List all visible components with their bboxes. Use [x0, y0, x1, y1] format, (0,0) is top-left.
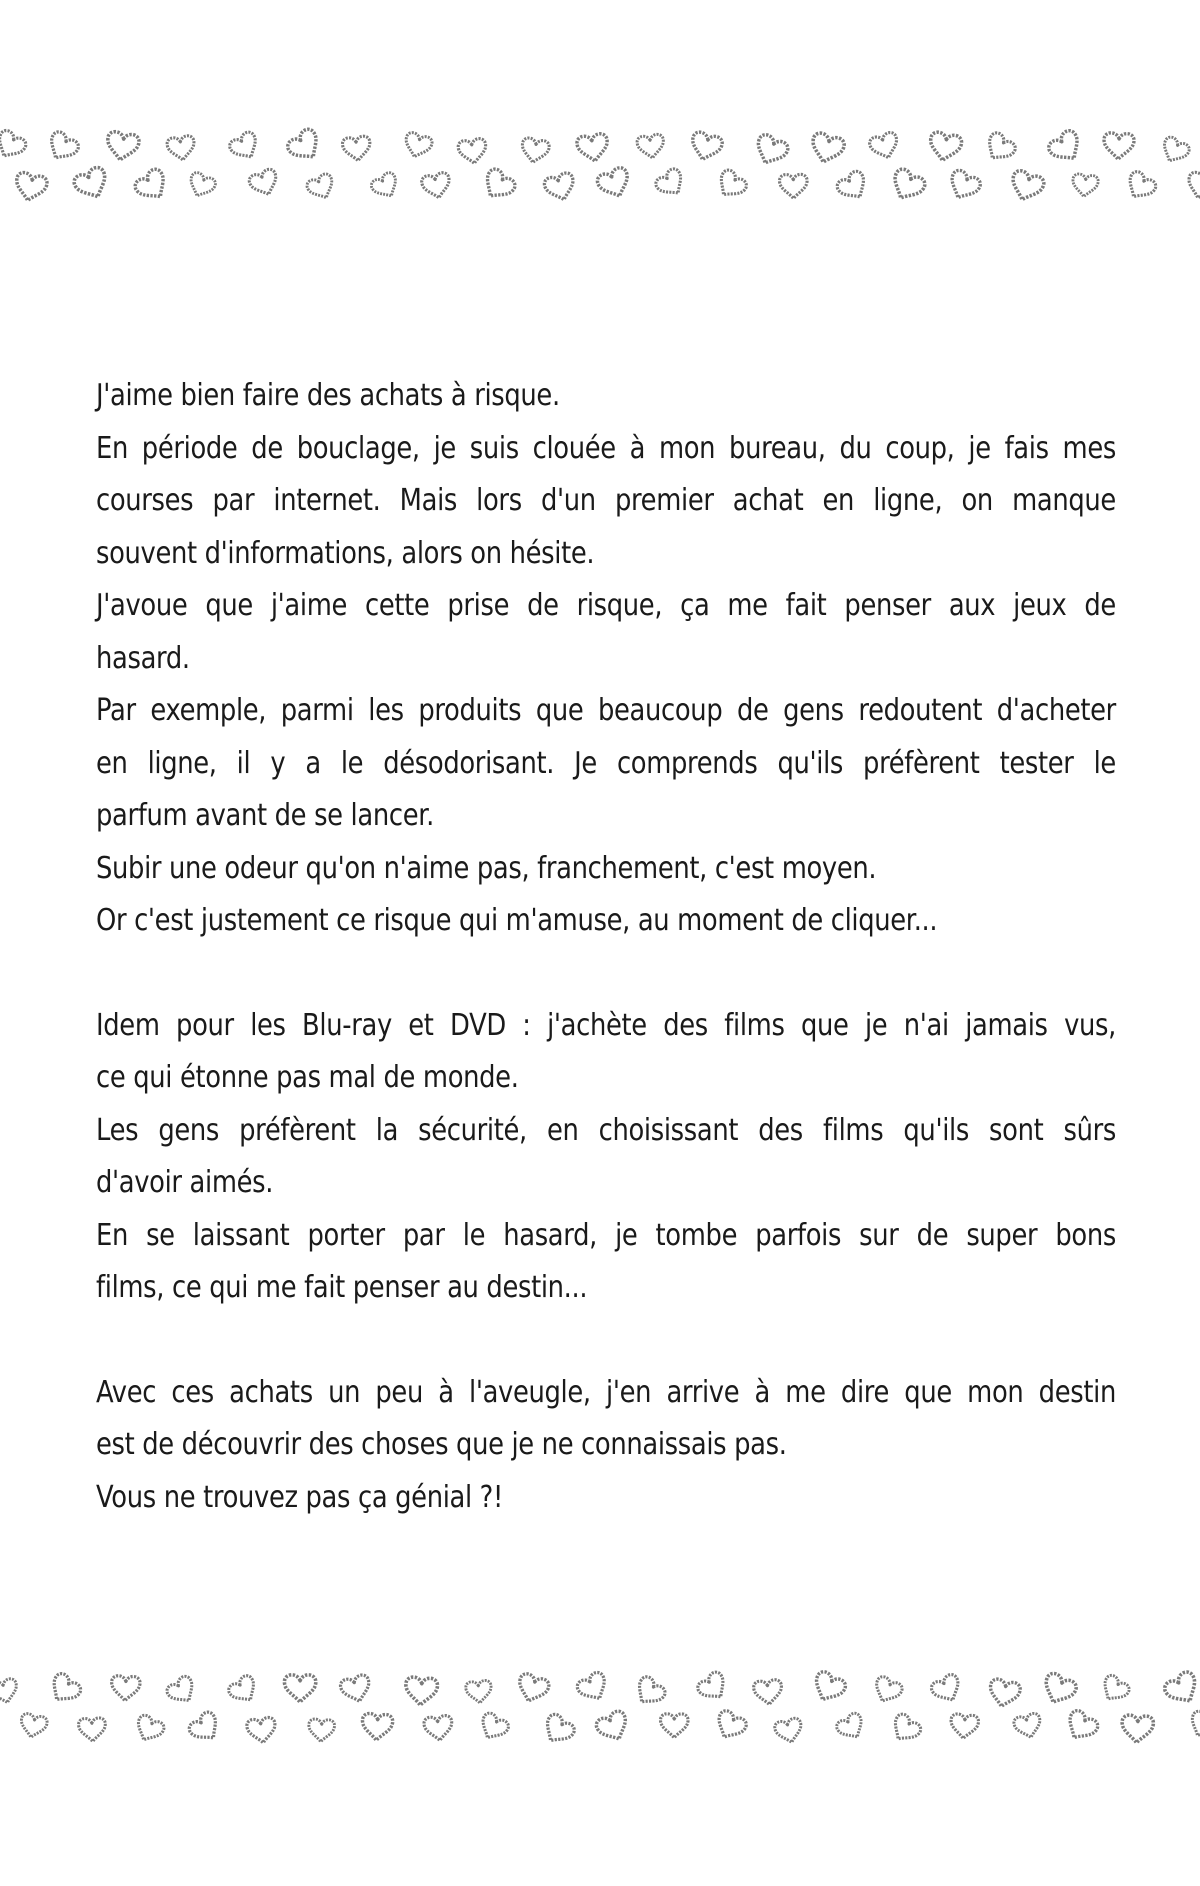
heart-outline-icon — [653, 166, 688, 201]
text-line: hasard. — [96, 640, 190, 676]
heart-outline-icon — [246, 1717, 277, 1745]
heart-outline-icon — [227, 130, 262, 164]
heart-outline-icon — [165, 1674, 200, 1708]
paragraph — [96, 1000, 1116, 1315]
heart-outline-icon — [369, 171, 402, 203]
heart-outline-icon — [868, 131, 901, 162]
heart-outline-icon — [688, 131, 724, 164]
heart-outline-icon — [457, 138, 488, 166]
heart-outline-icon — [631, 1674, 668, 1710]
heart-outline-icon — [132, 167, 172, 206]
heart-outline-icon — [1184, 171, 1200, 202]
heart-outline-icon — [421, 172, 453, 201]
text-line: souvent d'informations, alors on hésite. — [96, 535, 595, 571]
heart-outline-icon — [595, 166, 633, 202]
heart-outline-icon — [0, 1678, 20, 1706]
text-line: ce qui étonne pas mal de monde. — [96, 1060, 519, 1095]
heart-outline-icon — [111, 1675, 141, 1701]
text-line: J'avoue que j'aime cette prise de risque, ça me fait penser aux jeux de — [96, 588, 1116, 623]
heart-outline-icon — [543, 171, 578, 204]
heart-border-bottom — [0, 1660, 1200, 1750]
text-line: Subir une odeur qu'on n'aime pas, franchement, c'est moyen. — [96, 850, 877, 886]
heart-outline-icon — [132, 1713, 166, 1746]
paragraph — [96, 1367, 1116, 1525]
heart-outline-icon — [594, 1709, 633, 1746]
heart-outline-icon — [342, 136, 372, 163]
heart-outline-icon — [1121, 1715, 1154, 1744]
text-line: films, ce qui me fait penser au destin... — [96, 1270, 588, 1305]
heart-outline-icon — [1122, 169, 1158, 204]
heart-outline-icon — [1046, 128, 1086, 168]
heart-outline-icon — [636, 134, 665, 160]
heart-outline-icon — [185, 171, 217, 201]
heart-outline-icon — [45, 1671, 83, 1708]
text-line: Par exemple, parmi les produits que beaucoup de gens redoutent d'acheter — [96, 693, 1116, 728]
heart-outline-icon — [695, 1670, 731, 1706]
text-line: Les gens préfèrent la sécurité, en choisissant des films qu'ils sont sûrs — [96, 1112, 1116, 1148]
heart-outline-icon — [1007, 169, 1046, 205]
heart-outline-icon — [478, 166, 517, 204]
heart-outline-icon — [987, 1678, 1022, 1710]
text-line: en ligne, il y a le désodorisant. Je comprends qu'ils préfèrent tester le — [96, 745, 1116, 781]
heart-outline-icon — [575, 1670, 612, 1706]
heart-outline-icon — [576, 133, 610, 164]
heart-outline-icon — [402, 131, 434, 160]
text-line: est de découvrir des choses que je ne connaissais pas. — [96, 1427, 787, 1462]
heart-outline-icon — [835, 1711, 869, 1744]
heart-outline-icon — [226, 1673, 261, 1707]
heart-outline-icon — [1186, 1709, 1200, 1741]
heart-outline-icon — [166, 135, 196, 162]
heart-border-top — [0, 118, 1200, 208]
paragraph — [96, 370, 1116, 948]
heart-outline-icon — [774, 1717, 805, 1745]
heart-outline-icon — [870, 1675, 904, 1707]
heart-outline-icon — [1162, 1669, 1200, 1709]
heart-outline-icon — [308, 1719, 335, 1743]
text-line: courses par internet. Mais lors d'un premier achat en ligne, on manque — [96, 483, 1116, 518]
heart-outline-icon — [187, 1710, 225, 1747]
text-line: Avec ces achats un peu à l'aveugle, j'en arrive à me dire que mon destin — [96, 1374, 1116, 1410]
heart-outline-icon — [465, 1680, 492, 1704]
heart-outline-icon — [779, 174, 807, 198]
heart-outline-icon — [0, 128, 28, 163]
heart-outline-icon — [929, 1672, 965, 1706]
heart-outline-icon — [18, 1713, 48, 1740]
heart-outline-icon — [1103, 132, 1134, 160]
heart-outline-icon — [809, 1669, 848, 1706]
heart-outline-icon — [887, 1712, 923, 1747]
heart-outline-icon — [78, 1718, 106, 1742]
text-line: parfum avant de se lancer. — [96, 798, 434, 833]
heart-outline-icon — [1062, 1708, 1101, 1745]
heart-outline-icon — [1158, 135, 1191, 167]
heart-outline-icon — [361, 1713, 393, 1741]
heart-outline-icon — [751, 132, 790, 169]
heart-outline-icon — [660, 1714, 688, 1738]
text-line: En se laissant porter par le hasard, je tombe parfois sur de super bons — [96, 1217, 1116, 1253]
heart-outline-icon — [13, 171, 49, 204]
text-line: Vous ne trouvez pas ça génial ?! — [96, 1479, 504, 1515]
heart-outline-icon — [285, 127, 326, 167]
heart-outline-icon — [423, 1715, 453, 1742]
heart-outline-icon — [808, 131, 846, 166]
heart-outline-icon — [404, 1677, 438, 1707]
heart-outline-icon — [981, 130, 1018, 166]
heart-outline-icon — [519, 137, 550, 165]
heart-outline-icon — [949, 1713, 979, 1739]
heart-outline-icon — [105, 131, 140, 163]
heart-outline-icon — [835, 169, 872, 205]
heart-outline-icon — [1097, 1673, 1131, 1706]
heart-outline-icon — [945, 168, 983, 204]
heart-outline-icon — [284, 1675, 315, 1702]
heart-outline-icon — [927, 131, 963, 163]
heart-outline-icon — [713, 168, 749, 204]
heart-outline-icon — [247, 167, 281, 199]
heart-outline-icon — [476, 1711, 511, 1745]
heart-outline-icon — [753, 1679, 783, 1706]
heart-outline-icon — [72, 165, 112, 204]
text-line: Or c'est justement ce risque qui m'amuse, au moment de cliquer... — [96, 903, 938, 938]
heart-outline-icon — [1071, 173, 1099, 198]
text-line: Idem pour les Blu-ray et DVD : j'achète des films que je n'ai jamais vus, — [96, 1007, 1116, 1043]
heart-outline-icon — [44, 129, 81, 165]
heart-outline-icon — [1039, 1671, 1078, 1709]
text-line: d'avoir aimés. — [96, 1165, 274, 1200]
heart-outline-icon — [887, 167, 927, 206]
heart-outline-icon — [539, 1712, 577, 1749]
text-line: J'aime bien faire des achats à risque. — [96, 378, 560, 413]
heart-outline-icon — [712, 1708, 749, 1743]
heart-outline-icon — [339, 1673, 373, 1705]
heart-outline-icon — [1013, 1712, 1044, 1741]
letter-text — [96, 370, 1116, 1524]
heart-outline-icon — [305, 172, 338, 203]
heart-outline-icon — [514, 1672, 550, 1706]
text-line: En période de bouclage, je suis clouée à mon bureau, du coup, je fais mes — [96, 430, 1116, 466]
